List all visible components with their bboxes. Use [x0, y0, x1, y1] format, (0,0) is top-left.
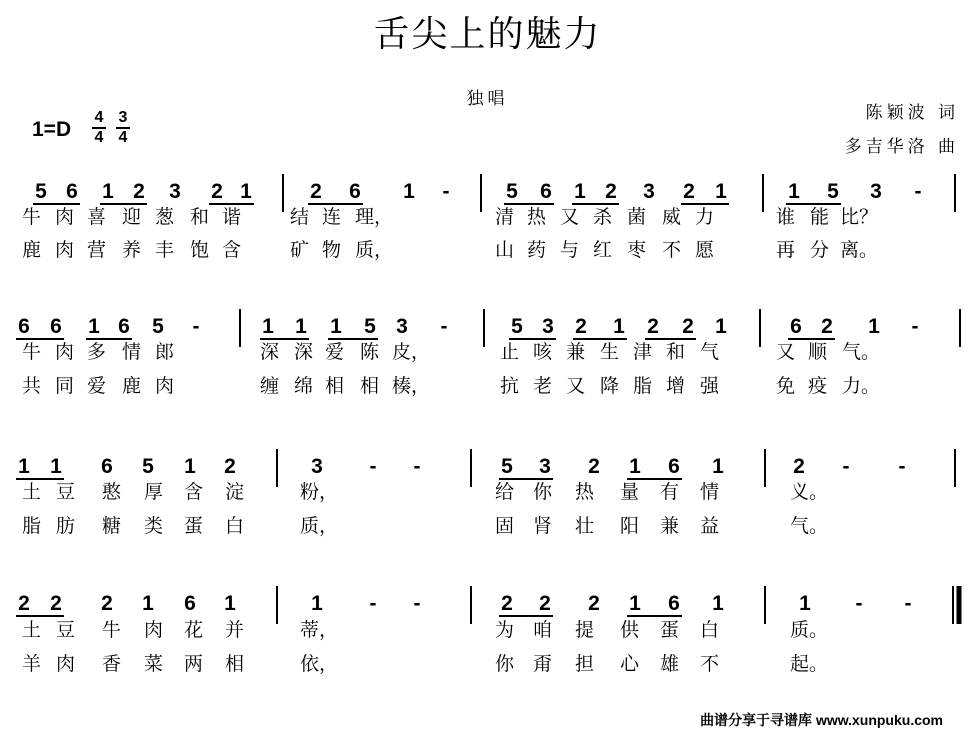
- note: 2: [101, 592, 113, 615]
- lyric-char: 止: [500, 341, 520, 363]
- lyric-char: 相: [360, 375, 380, 397]
- lyric-char: 愿: [695, 239, 715, 261]
- note: 3: [870, 180, 882, 203]
- lyric-char: 和: [190, 206, 210, 228]
- lyric-char: 深: [260, 341, 280, 363]
- lyric-char: 益: [700, 515, 720, 537]
- page-title: 舌尖上的魅力: [373, 14, 602, 55]
- note: 3: [539, 455, 551, 478]
- lyric-char: 红: [593, 239, 613, 261]
- lyric-char: 枣: [627, 239, 647, 261]
- note: 5: [501, 455, 513, 478]
- lyric-char: 连: [322, 206, 342, 228]
- lyric-char: 肉: [155, 375, 175, 397]
- note: 6: [66, 180, 78, 203]
- lyric-char: 不: [662, 239, 682, 261]
- note-dash: -: [413, 455, 421, 478]
- lyric-char: 营: [87, 239, 107, 261]
- note-dash: -: [413, 592, 421, 615]
- footer-credit: 曲谱分享于寻谱库 www.xunpuku.com: [700, 712, 943, 728]
- lyric-char: 情: [700, 481, 720, 503]
- lyric-char: 两: [184, 653, 204, 675]
- note: 1: [629, 455, 641, 478]
- lyric-char: 鹿: [122, 375, 142, 397]
- note: 1: [142, 592, 154, 615]
- note-dash: -: [855, 592, 863, 615]
- note: 1: [868, 315, 880, 338]
- note: 1: [295, 315, 307, 338]
- lyric-char: 含: [222, 239, 242, 261]
- note: 3: [311, 455, 323, 478]
- lyric-char: 固: [495, 515, 515, 537]
- lyric-char: 与: [560, 239, 580, 261]
- note: 2: [50, 592, 62, 615]
- lyric-char: 爱: [325, 341, 345, 363]
- note: 6: [101, 455, 113, 478]
- lyric-char: 咱: [533, 619, 553, 641]
- lyric-char: 同: [55, 375, 75, 397]
- lyric-char: 深: [294, 341, 314, 363]
- note: 1: [18, 455, 30, 478]
- lyric-char: 依，: [300, 653, 339, 675]
- key-signature: 1=D: [32, 118, 72, 141]
- note: 5: [35, 180, 47, 203]
- lyric-char: 饱: [190, 239, 210, 261]
- note: 5: [152, 315, 164, 338]
- note: 1: [712, 592, 724, 615]
- lyric-char: 起。: [790, 653, 829, 675]
- note-dash: -: [911, 315, 919, 338]
- lyric-char: 兼: [566, 341, 586, 363]
- lyric-char: 情: [122, 341, 142, 363]
- note: 2: [501, 592, 513, 615]
- lyric-char: 皮，: [392, 341, 431, 363]
- lyric-char: 豆: [56, 619, 76, 641]
- lyric-char: 相: [325, 375, 345, 397]
- lyric-char: 蛋: [660, 619, 680, 641]
- lyric-char: 力: [695, 206, 715, 228]
- note-dash: -: [442, 180, 450, 203]
- lyric-char: 类: [144, 515, 164, 537]
- lyric-char: 楱，: [392, 375, 431, 397]
- lyric-char: 分: [810, 239, 830, 261]
- lyric-char: 憨: [102, 481, 122, 503]
- lyric-char: 蛋: [184, 515, 204, 537]
- note: 1: [712, 455, 724, 478]
- note: 2: [682, 315, 694, 338]
- lyric-char: 又: [560, 206, 580, 228]
- lyric-char: 郎: [155, 341, 175, 363]
- lyricist-credit: 陈颖波 词: [865, 103, 959, 123]
- note: 2: [133, 180, 145, 203]
- lyric-char: 菌: [627, 206, 647, 228]
- lyric-char: 药: [527, 239, 547, 261]
- lyric-char: 肉: [144, 619, 164, 641]
- lyric-char: 肾: [533, 515, 553, 537]
- lyric-char: 有: [660, 481, 680, 503]
- lyric-char: 供: [620, 619, 640, 641]
- note: 1: [715, 180, 727, 203]
- lyric-char: 阳: [620, 515, 640, 537]
- composer-credit: 多吉华洛 曲: [844, 137, 959, 157]
- lyric-char: 肉: [55, 206, 75, 228]
- note: 5: [364, 315, 376, 338]
- lyric-char: 量: [620, 481, 640, 503]
- lyric-char: 能: [810, 206, 830, 228]
- lyric-char: 热: [575, 481, 595, 503]
- lyric-char: 提: [575, 619, 595, 641]
- lyric-char: 绵: [294, 375, 314, 397]
- lyric-char: 矿: [290, 239, 310, 261]
- lyric-char: 结: [290, 206, 310, 228]
- note: 1: [799, 592, 811, 615]
- lyric-char: 你: [495, 653, 515, 675]
- lyric-char: 陈: [360, 341, 380, 363]
- note: 1: [102, 180, 114, 203]
- lyric-char: 气: [700, 341, 720, 363]
- lyric-char: 土: [22, 481, 42, 503]
- lyric-char: 多: [87, 341, 107, 363]
- lyric-char: 你: [533, 481, 553, 503]
- note: 1: [629, 592, 641, 615]
- lyric-char: 物: [322, 239, 342, 261]
- note: 6: [790, 315, 802, 338]
- note-dash: -: [369, 592, 377, 615]
- time-signature-2-top: 3: [118, 109, 128, 126]
- note-dash: -: [369, 455, 377, 478]
- note: 2: [310, 180, 322, 203]
- note-dash: -: [904, 592, 912, 615]
- note: 1: [788, 180, 800, 203]
- note: 6: [668, 455, 680, 478]
- time-signature-2-bottom: 4: [118, 129, 128, 146]
- lyric-char: 力。: [842, 375, 881, 397]
- note: 5: [506, 180, 518, 203]
- note: 2: [605, 180, 617, 203]
- note: 1: [224, 592, 236, 615]
- lyric-char: 比？: [840, 206, 879, 228]
- lyric-char: 脂: [633, 375, 653, 397]
- lyric-char: 谁: [776, 206, 796, 228]
- lyric-char: 兼: [660, 515, 680, 537]
- note: 5: [511, 315, 523, 338]
- lyric-char: 又: [566, 375, 586, 397]
- lyric-char: 气。: [790, 515, 829, 537]
- lyric-char: 清: [495, 206, 515, 228]
- lyric-char: 淀: [225, 481, 245, 503]
- note: 6: [349, 180, 361, 203]
- lyric-char: 老: [533, 375, 553, 397]
- note: 2: [588, 455, 600, 478]
- lyric-char: 爱: [87, 375, 107, 397]
- lyric-char: 肉: [55, 239, 75, 261]
- note: 5: [827, 180, 839, 203]
- note: 1: [311, 592, 323, 615]
- lyric-char: 并: [225, 619, 245, 641]
- note: 6: [18, 315, 30, 338]
- note: 2: [18, 592, 30, 615]
- note: 3: [542, 315, 554, 338]
- lyric-char: 又: [776, 341, 796, 363]
- lyric-char: 担: [575, 653, 595, 675]
- lyric-char: 生: [600, 341, 620, 363]
- lyric-char: 鹿: [22, 239, 42, 261]
- note: 6: [50, 315, 62, 338]
- lyric-char: 理，: [355, 206, 394, 228]
- lyric-char: 含: [184, 481, 204, 503]
- note-dash: -: [842, 455, 850, 478]
- lyric-char: 喜: [87, 206, 107, 228]
- note: 2: [539, 592, 551, 615]
- lyric-char: 白: [225, 515, 245, 537]
- lyric-char: 缠: [260, 375, 280, 397]
- lyric-char: 免: [776, 375, 796, 397]
- note: 2: [821, 315, 833, 338]
- note: 1: [50, 455, 62, 478]
- note: 2: [647, 315, 659, 338]
- note: 1: [184, 455, 196, 478]
- lyric-char: 肉: [55, 341, 75, 363]
- lyric-char: 津: [633, 341, 653, 363]
- lyric-char: 强: [700, 375, 720, 397]
- lyric-char: 和: [666, 341, 686, 363]
- lyric-char: 疫: [808, 375, 828, 397]
- lyric-char: 山: [495, 239, 515, 261]
- note-dash: -: [914, 180, 922, 203]
- lyric-char: 香: [102, 653, 122, 675]
- note: 6: [118, 315, 130, 338]
- note: 3: [169, 180, 181, 203]
- lyric-char: 谐: [222, 206, 242, 228]
- lyric-char: 蒂，: [300, 619, 339, 641]
- lyric-char: 顺: [808, 341, 828, 363]
- note: 1: [262, 315, 274, 338]
- lyric-char: 雄: [660, 653, 680, 675]
- note: 6: [668, 592, 680, 615]
- lyric-char: 壮: [575, 515, 595, 537]
- note: 3: [643, 180, 655, 203]
- note: 2: [224, 455, 236, 478]
- note: 1: [715, 315, 727, 338]
- lyric-char: 牛: [22, 341, 42, 363]
- lyric-char: 脂: [22, 515, 42, 537]
- lyric-char: 为: [495, 619, 515, 641]
- lyric-char: 土: [22, 619, 42, 641]
- time-signature-1-top: 4: [94, 109, 104, 126]
- note: 1: [403, 180, 415, 203]
- lyric-char: 降: [600, 375, 620, 397]
- note: 5: [142, 455, 154, 478]
- lyric-char: 迎: [122, 206, 142, 228]
- lyric-char: 甭: [533, 653, 553, 675]
- lyric-char: 丰: [155, 239, 175, 261]
- lyric-char: 肉: [56, 653, 76, 675]
- note: 6: [184, 592, 196, 615]
- lyric-char: 离。: [840, 239, 879, 261]
- lyric-char: 质，: [300, 515, 339, 537]
- note-dash: -: [440, 315, 448, 338]
- note: 1: [574, 180, 586, 203]
- lyric-char: 不: [700, 653, 720, 675]
- lyric-char: 养: [122, 239, 142, 261]
- lyric-char: 白: [700, 619, 720, 641]
- note: 3: [396, 315, 408, 338]
- note-dash: -: [192, 315, 200, 338]
- lyric-char: 热: [527, 206, 547, 228]
- note: 1: [613, 315, 625, 338]
- lyric-char: 豆: [56, 481, 76, 503]
- note: 2: [683, 180, 695, 203]
- lyric-char: 相: [225, 653, 245, 675]
- note: 2: [575, 315, 587, 338]
- note: 1: [240, 180, 252, 203]
- lyric-char: 肪: [56, 515, 76, 537]
- lyric-char: 牛: [22, 206, 42, 228]
- lyric-char: 共: [22, 375, 42, 397]
- note-dash: -: [898, 455, 906, 478]
- note: 2: [588, 592, 600, 615]
- lyric-char: 厚: [144, 481, 164, 503]
- time-signature-1-bottom: 4: [94, 129, 104, 146]
- lyric-char: 粉，: [300, 481, 339, 503]
- lyric-char: 花: [184, 619, 204, 641]
- note: 6: [540, 180, 552, 203]
- lyric-char: 糖: [102, 515, 122, 537]
- lyric-char: 牛: [102, 619, 122, 641]
- lyric-char: 菜: [144, 653, 164, 675]
- note: 1: [88, 315, 100, 338]
- performance-type: 独唱: [466, 89, 509, 109]
- lyric-char: 羊: [22, 653, 42, 675]
- lyric-char: 质，: [355, 239, 394, 261]
- lyric-char: 增: [666, 375, 686, 397]
- note: 1: [330, 315, 342, 338]
- lyric-char: 葱: [155, 206, 175, 228]
- lyric-char: 心: [620, 653, 640, 675]
- lyric-char: 义。: [790, 481, 829, 503]
- lyric-char: 给: [495, 481, 515, 503]
- lyric-char: 抗: [500, 375, 520, 397]
- lyric-char: 咳: [533, 341, 553, 363]
- lyric-char: 再: [776, 239, 796, 261]
- lyric-char: 威: [662, 206, 682, 228]
- lyric-char: 质。: [790, 619, 829, 641]
- note: 2: [211, 180, 223, 203]
- note: 2: [793, 455, 805, 478]
- lyric-char: 气。: [842, 341, 881, 363]
- lyric-char: 杀: [593, 206, 613, 228]
